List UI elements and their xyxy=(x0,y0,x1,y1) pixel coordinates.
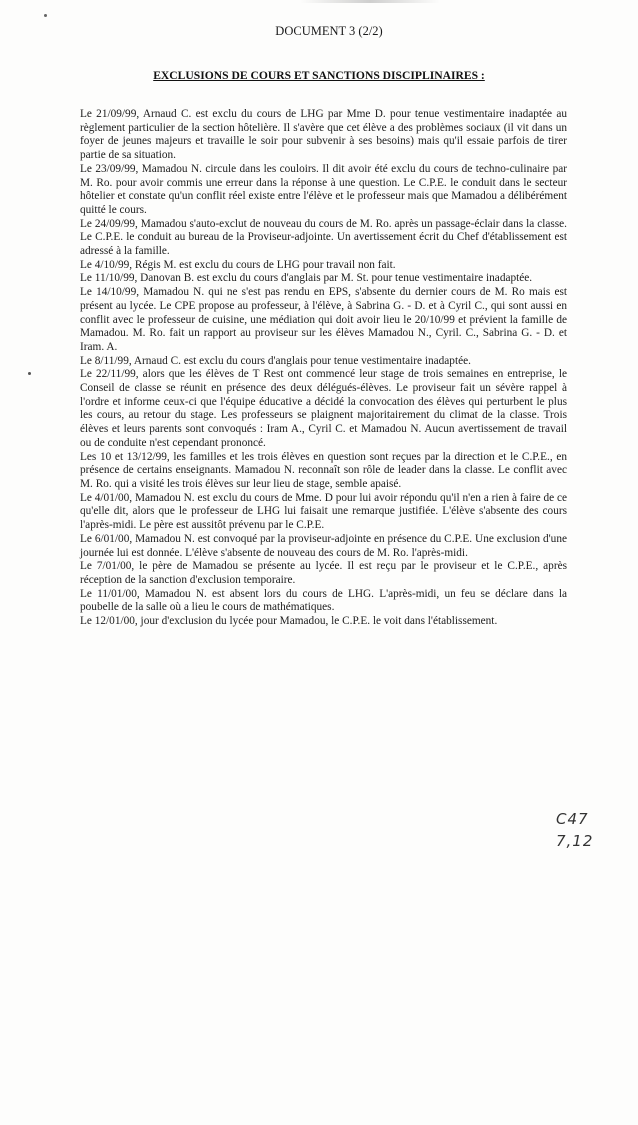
paragraph: Le 24/09/99, Mamadou s'auto-exclut de nouveau du cours de M. Ro. après un passage-éclair dans la classe. Le C.P.E. le conduit au bureau de la Proviseur-adjointe. Un avertissement écrit du Chef d'établissement est adressé à la famille. xyxy=(80,217,567,258)
scan-mark xyxy=(44,14,47,17)
scan-artifact xyxy=(300,0,440,3)
paragraph: Le 11/01/00, Mamadou N. est absent lors du cours de LHG. L'après-midi, un feu se déclare dans la poubelle de la salle où a lieu le cours de mathématiques. xyxy=(80,587,567,614)
paragraph: Le 12/01/00, jour d'exclusion du lycée pour Mamadou, le C.P.E. le voit dans l'établissement. xyxy=(80,615,498,628)
document-header: DOCUMENT 3 (2/2) xyxy=(275,24,383,38)
section-title-text: EXCLUSIONS DE COURS ET SANCTIONS DISCIPLINAIRES : xyxy=(153,69,485,82)
paragraph: Le 11/10/99, Danovan B. est exclu du cours d'anglais par M. St. pour tenue vestimentaire inadaptée. xyxy=(80,272,533,285)
paragraph: Le 4/10/99, Régis M. est exclu du cours de LHG pour travail non fait. xyxy=(80,258,396,271)
handwritten-line: C47 xyxy=(556,810,589,828)
paragraph: Le 7/01/00, le père de Mamadou se présente au lycée. Il est reçu par le proviseur et le C.P.E., après réception de la sanction d'exclusion temporaire. xyxy=(80,560,567,586)
paragraph: Le 23/09/99, Mamadou N. circule dans les couloirs. Il dit avoir été exclu du cours de techno-culinaire par M. Ro. pour avoir commis une erreur dans la réponse à une question. Le C.P.E. le conduit dans le secteur hôtelier et constate qu'un conflit réel existe entre l'élève et le professeur mais que Mamadou a délibérément quitté le cours. xyxy=(80,162,567,216)
paragraph: Les 10 et 13/12/99, les familles et les trois élèves en question sont reçues par la direction et le C.P.E., en présence de certains enseignants. Mamadou N. reconnaît son rôle de leader dans la classe. Le conflit avec M. Ro. qui a visité les trois élèves sur leur lieu de stage, semble apaisé. xyxy=(80,450,567,490)
paragraph: Le 22/11/99, alors que les élèves de T Rest ont commencé leur stage de trois semaines en entreprise, le Conseil de classe se réunit en présence des deux délégués-élèves. Le proviseur fait un sévère rappel à l'ordre et informe ceux-ci que l'équipe éducative a décidé la convocation des élèves qui perturbent le plus les cours, au retour du stage. Les professeurs se plaignent majoritairement du climat de la classe. Trois élèves et leurs parents sont convoqués : Iram A., Cyril C. et Mamadou N. Aucun avertissement de travail ou de conduite n'est cependant prononcé. xyxy=(80,368,567,449)
paragraph: Le 8/11/99, Arnaud C. est exclu du cours d'anglais pour tenue vestimentaire inadaptée. xyxy=(80,354,471,367)
scan-mark xyxy=(28,372,31,375)
handwritten-line: 7,12 xyxy=(556,832,594,850)
paragraph: Le 14/10/99, Mamadou N. qui ne s'est pas rendu en EPS, s'absente du dernier cours de M. Ro mais est présent au lycée. Le CPE propose au professeur, à l'élève, à Sabrina G. - D. et à Cyril C., qui sont aussi en conflit avec le professeur de cuisine, une médiation qui doit avoir lieu le 20/10/99 et prévient la famille de Mamadou. M. Ro. fait un rapport au proviseur sur les élèves Mamadou N., Cyril. C., Sabrina G. - D. et Iram. A. xyxy=(80,286,567,353)
paragraph: Le 4/01/00, Mamadou N. est exclu du cours de Mme. D pour lui avoir répondu qu'il n'en a rien à faire de ce qu'elle dit, alors que le professeur de LHG lui faisait une remarque justifiée. L'élève s'absente des cours l'après-midi. Le père est aussitôt prévenu par le C.P.E. xyxy=(80,491,567,532)
handwritten-note xyxy=(556,808,626,852)
section-title xyxy=(0,69,638,82)
document-body xyxy=(80,108,567,629)
paragraph: Le 21/09/99, Arnaud C. est exclu du cours de LHG par Mme D. pour tenue vestimentaire inadaptée au règlement particulier de la section hôtelière. Il s'avère que cet élève a des problèmes sociaux (il vit dans un foyer de jeunes majeurs et travaille le soir pour subvenir à ses besoins) mais qu'il essaie parfois de tirer partie de sa situation. xyxy=(80,108,567,162)
paragraph: Le 6/01/00, Mamadou N. est convoqué par la proviseur-adjointe en présence du C.P.E. Une exclusion d'une journée lui est donnée. L'élève s'absente de nouveau des cours de M. Ro. l'après-midi. xyxy=(80,532,567,559)
